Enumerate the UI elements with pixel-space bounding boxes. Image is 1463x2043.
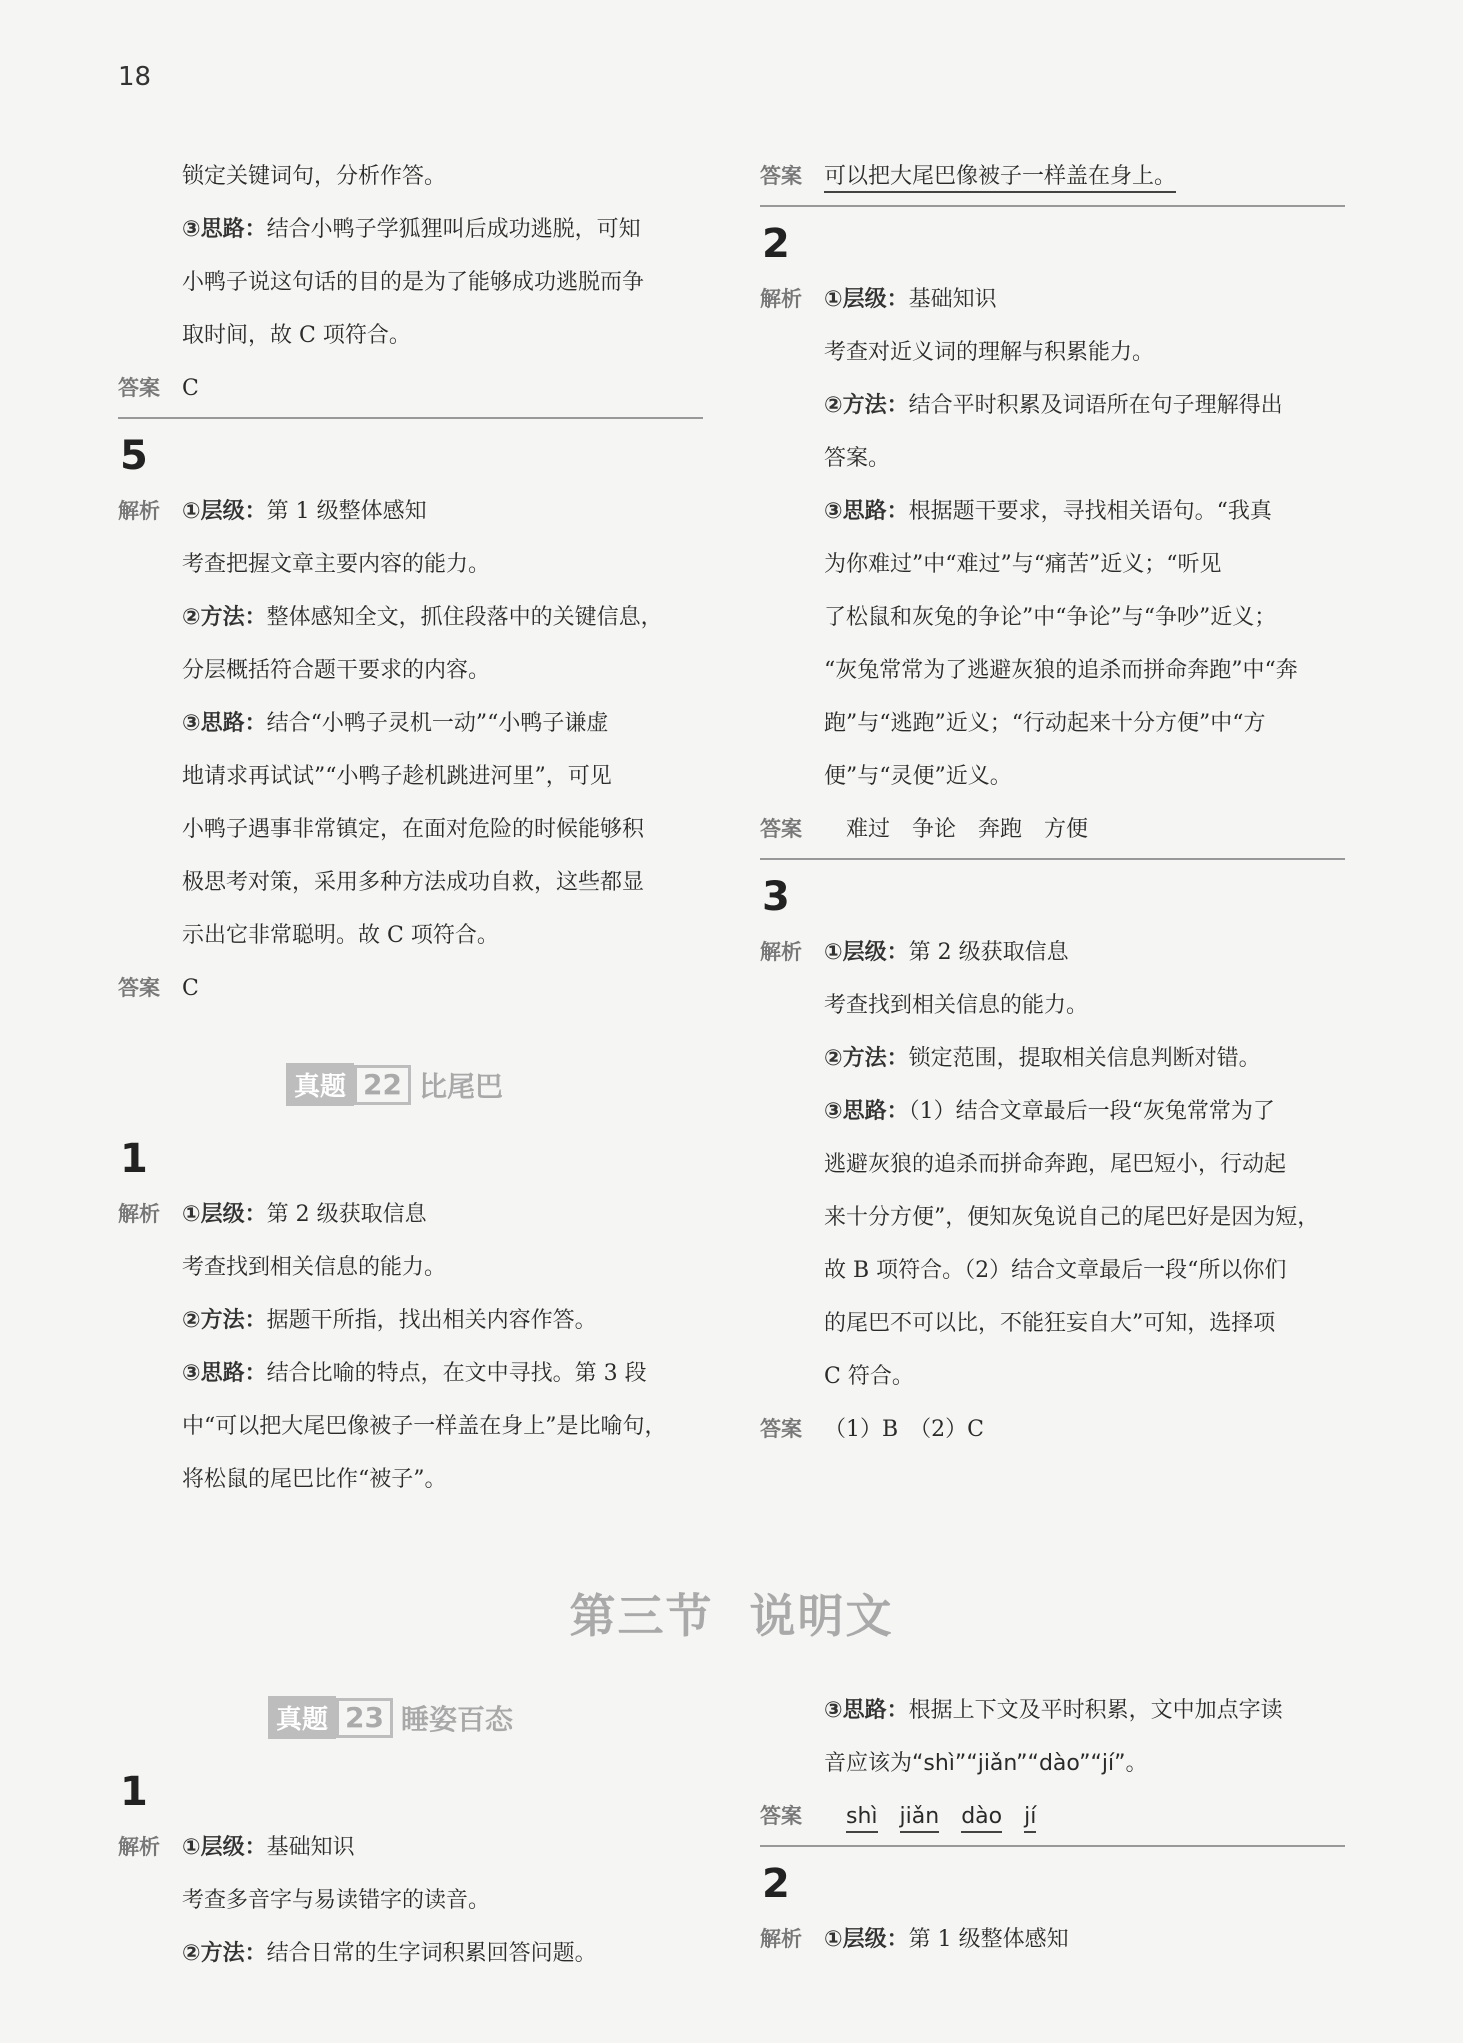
right-column — [760, 150, 1345, 1456]
text-line: ②方法：锁定范围，提取相关信息判断对错。 — [824, 1046, 1261, 1071]
answer-row: 答案 难过 争论 奔跑 方便 — [760, 817, 1089, 842]
text-line: 考查对近义词的理解与积累能力。 — [824, 340, 1155, 365]
text-line: 考查把握文章主要内容的能力。 — [182, 552, 491, 577]
text-line: 逃避灰狼的追杀而拼命奔跑，尾巴短小，行动起 — [824, 1152, 1287, 1177]
text-line: ②方法：整体感知全文，抓住段落中的关键信息， — [182, 605, 663, 630]
text-line: ③思路：结合“小鸭子灵机一动”“小鸭子谦虚 — [182, 711, 609, 736]
text-line: 解析 ①层级：基础知识 — [760, 287, 997, 312]
text-line: ③思路：根据上下文及平时积累，文中加点字读 — [824, 1698, 1283, 1723]
divider — [118, 417, 703, 419]
text-line: 取时间，故 C 项符合。 — [182, 323, 411, 348]
text-line: ②方法：据题干所指，找出相关内容作答。 — [182, 1308, 597, 1333]
text-line: 考查找到相关信息的能力。 — [824, 993, 1089, 1018]
section-banner-23: 真题 23 睡姿百态 — [268, 1696, 513, 1739]
question-number: 1 — [120, 1769, 148, 1815]
page-number: 18 — [118, 62, 152, 92]
question-number: 3 — [762, 874, 790, 920]
text-line: 来十分方便”，便知灰兔说自己的尾巴好是因为短， — [824, 1205, 1320, 1230]
text-line: 极思考对策，采用多种方法成功自救，这些都显 — [182, 870, 645, 895]
divider — [760, 858, 1345, 860]
text-line: 中“可以把大尾巴像被子一样盖在身上”是比喻句， — [182, 1414, 667, 1439]
answer-row: 答案 C — [118, 376, 199, 401]
answer-row: 答案 C — [118, 976, 199, 1001]
text-line: 地请求再试试”“小鸭子趁机跳进河里”，可见 — [182, 764, 612, 789]
text-line: 考查多音字与易读错字的读音。 — [182, 1888, 491, 1913]
text-line: ②方法：结合平时积累及词语所在句子理解得出 — [824, 393, 1283, 418]
question-number: 5 — [120, 433, 148, 479]
text-line: 解析 ①层级：第 2 级获取信息 — [118, 1202, 427, 1227]
right-column-lower — [760, 1684, 1345, 1966]
text-line: 便”与“灵便”近义。 — [824, 764, 1012, 789]
text-line: ③思路：结合比喻的特点，在文中寻找。第 3 段 — [182, 1361, 647, 1386]
text-line: 答案。 — [824, 446, 891, 471]
text-line: 考查找到相关信息的能力。 — [182, 1255, 447, 1280]
text-line: 的尾巴不可以比，不能狂妄自大”可知，选择项 — [824, 1311, 1276, 1336]
text-line: 小鸭子说这句话的目的是为了能够成功逃脱而争 — [182, 270, 645, 295]
text-line: “灰兔常常为了逃避灰狼的追杀而拼命奔跑”中“奔 — [824, 658, 1298, 683]
question-number: 2 — [762, 221, 790, 267]
answer-row: 答案 可以把大尾巴像被子一样盖在身上。 — [760, 150, 1345, 203]
text-line: 将松鼠的尾巴比作“被子”。 — [182, 1467, 447, 1492]
section-banner-22: 真题 22 比尾巴 — [286, 1063, 503, 1106]
divider — [760, 1845, 1345, 1847]
answer-row: 答案 （1）B （2）C — [760, 1417, 984, 1442]
text-line: C 符合。 — [824, 1364, 914, 1389]
text-line: 解析 ①层级：第 1 级整体感知 — [118, 499, 427, 524]
text-line: 为你难过”中“难过”与“痛苦”近义；“听见 — [824, 552, 1222, 577]
text-line: 解析 ①层级：第 2 级获取信息 — [760, 940, 1069, 965]
text-line: ③思路：根据题干要求，寻找相关语句。“我真 — [824, 499, 1272, 524]
text-line: ②方法：结合日常的生字词积累回答问题。 — [182, 1941, 597, 1966]
answer-row: 答案 shì jiǎn dào jí — [760, 1790, 1345, 1843]
text-line: ③思路：结合小鸭子学狐狸叫后成功逃脱，可知 — [182, 217, 641, 242]
section-heading: 第三节 说明文 — [569, 1589, 894, 1643]
text-line: 解析 ①层级：第 1 级整体感知 — [760, 1927, 1069, 1952]
divider — [760, 205, 1345, 207]
text-line: 锁定关键词句，分析作答。 — [182, 164, 447, 189]
text-line: 解析 ①层级：基础知识 — [118, 1835, 355, 1860]
text-line: 音应该为“shì”“jiǎn”“dào”“jí”。 — [824, 1751, 1148, 1776]
text-line: 示出它非常聪明。故 C 项符合。 — [182, 923, 499, 948]
text-line: 故 B 项符合。（2）结合文章最后一段“所以你们 — [824, 1258, 1287, 1283]
text-line: 分层概括符合题干要求的内容。 — [182, 658, 491, 683]
text-line: ③思路：（1）结合文章最后一段“灰兔常常为了 — [824, 1099, 1275, 1124]
left-column — [118, 150, 703, 1506]
text-line: 了松鼠和灰兔的争论”中“争论”与“争吵”近义； — [824, 605, 1277, 630]
question-number: 1 — [120, 1136, 148, 1182]
text-line: 小鸭子遇事非常镇定，在面对危险的时候能够积 — [182, 817, 645, 842]
left-column-lower — [118, 1696, 703, 1980]
question-number: 2 — [762, 1861, 790, 1907]
text-line: 跑”与“逃跑”近义；“行动起来十分方便”中“方 — [824, 711, 1266, 736]
